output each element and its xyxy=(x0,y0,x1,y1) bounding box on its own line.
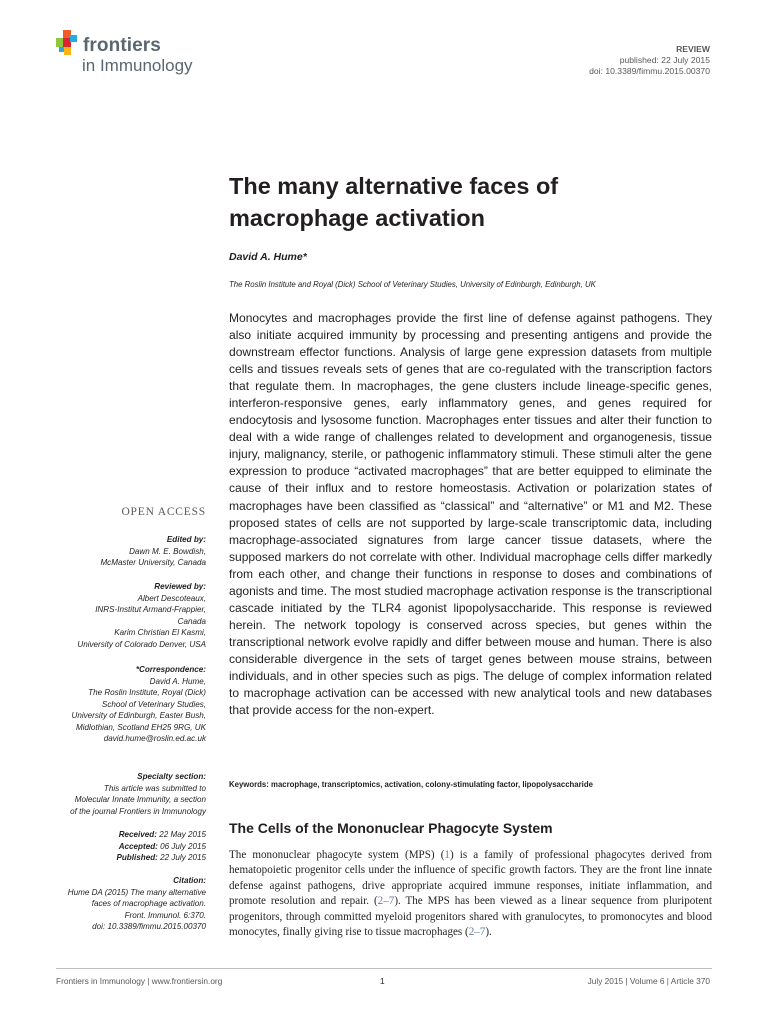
footer-journal: Frontiers in Immunology | www.frontiersin.org xyxy=(56,976,223,986)
footer-divider xyxy=(56,968,712,969)
article-dates: Received: 22 May 2015 Accepted: 06 July 2015 Published: 22 July 2015 xyxy=(116,830,206,862)
correspondence: *Correspondence: David A. Hume, The Roslin Institute, Royal (Dick) School of Veterinary Studies, University of Edinburgh, Easter Bush, Midlothian, Scotland EH25 9RG, UK david.hume@roslin.ed.ac.uk xyxy=(26,664,206,745)
reference-link[interactable]: 2–7 xyxy=(468,926,486,939)
article-type: REVIEW xyxy=(676,44,710,54)
body-paragraph: The mononuclear phagocyte system (MPS) (1) is a family of professional phagocytes derived from hematopoietic progenitor cells under the influence of specific growth factors. They are the front line innate defense against pathogens, drive appropriate acquired immune responses, initiate inflammation, and promote resolution and repair. (2–7). The MPS has been viewed as a linear sequence from pluripotent progenitors, through committed myeloid progenitors shared with granulocytes, to promonocytes and blood monocytes, finally giving rise to tissue macrophages (2–7). xyxy=(229,849,712,939)
reference-link[interactable]: 2–7 xyxy=(377,895,395,908)
specialty-section: Specialty section: This article was submitted to Molecular Innate Immunity, a section of the journal Frontiers in Immunology xyxy=(70,772,206,816)
abstract: Monocytes and macrophages provide the first line of defense against pathogens. They also initiate acquired immunity by processing and presenting antigens and provide the downstream effector functions. Analysis of large gene expression datasets from multiple cells and tissues reveals sets of genes that are co-regulated with the transcription factors that regulate them. In macrophages, the gene clusters include lineage-specific genes, interferon-responsive genes, early inflammatory genes, and genes required for endocytosis and lysosome function. Macrophages enter tissues and alter their function to deal with a wide range of challenges related to development and organogenesis, tissue injury, malignancy, sterile, or pathogenic inflammatory stimuli. These stimuli alter the gene expression to produce “activated macrophages” that are better equipped to eliminate the cause of their influx and to restore homeostasis. Activation or polarization states of macrophages have been classified as “classical” and “alternative” or M1 and M2. These proposed states of cells are not supported by large-scale transcriptomic data, including macrophage-associated signatures from large cancer tissue datasets, where the supposed markers do not correlate with other. Individual macrophage cells differ markedly from each other, and change their functions in response to doses and combinations of agonists and time. The most studied macrophage activation response is the transcriptional cascade initiated by the TLR4 agonist lipopolysaccharide. This response is reviewed herein. The network topology is conserved across species, but genes within the transcriptional network evolve rapidly and differ between mouse and human. There is also considerable divergence in the sets of target genes between mouse strains, between individuals, and in other species such as pigs. The deluge of complex information related to macrophage activation can be accessed with new analytical tools and new databases that provide access for the non-expert. xyxy=(229,311,712,718)
published-date: published: 22 July 2015 xyxy=(619,55,710,65)
reference-link[interactable]: 1 xyxy=(444,849,450,861)
logo-journal-name: in Immunology xyxy=(82,56,193,75)
page-number: 1 xyxy=(380,976,385,986)
article-meta xyxy=(589,44,710,77)
article-title: The many alternative faces of macrophage activation xyxy=(229,173,559,231)
open-access-label: OPEN ACCESS xyxy=(121,506,206,518)
affiliation: The Roslin Institute and Royal (Dick) School of Veterinary Studies, University of Edinburgh, Edinburgh, UK xyxy=(229,280,596,289)
footer-issue: July 2015 | Volume 6 | Article 370 xyxy=(587,976,710,986)
correspondence-email[interactable]: david.hume@roslin.ed.ac.uk xyxy=(103,734,206,743)
edited-by: Edited by: Dawn M. E. Bowdish, McMaster University, Canada xyxy=(100,535,206,567)
doi: doi: 10.3389/fimmu.2015.00370 xyxy=(589,66,710,76)
author: David A. Hume* xyxy=(229,251,307,263)
journal-logo xyxy=(56,30,226,80)
citation: Citation: Hume DA (2015) The many alternative faces of macrophage activation. Front. Immunol. 6:370. doi: 10.3389/fimmu.2015.00370 xyxy=(67,876,206,931)
logo-wordmark: frontiers xyxy=(83,35,161,56)
section-heading: The Cells of the Mononuclear Phagocyte System xyxy=(229,820,553,836)
frontiers-logo-icon xyxy=(56,30,82,60)
reviewed-by: Reviewed by: Albert Descoteaux, INRS-Institut Armand-Frappier, Canada Karim Christian El Kasmi, University of Colorado Denver, USA xyxy=(77,582,206,649)
keywords: Keywords: macrophage, transcriptomics, activation, colony-stimulating factor, lipopolysaccharide xyxy=(229,780,593,789)
